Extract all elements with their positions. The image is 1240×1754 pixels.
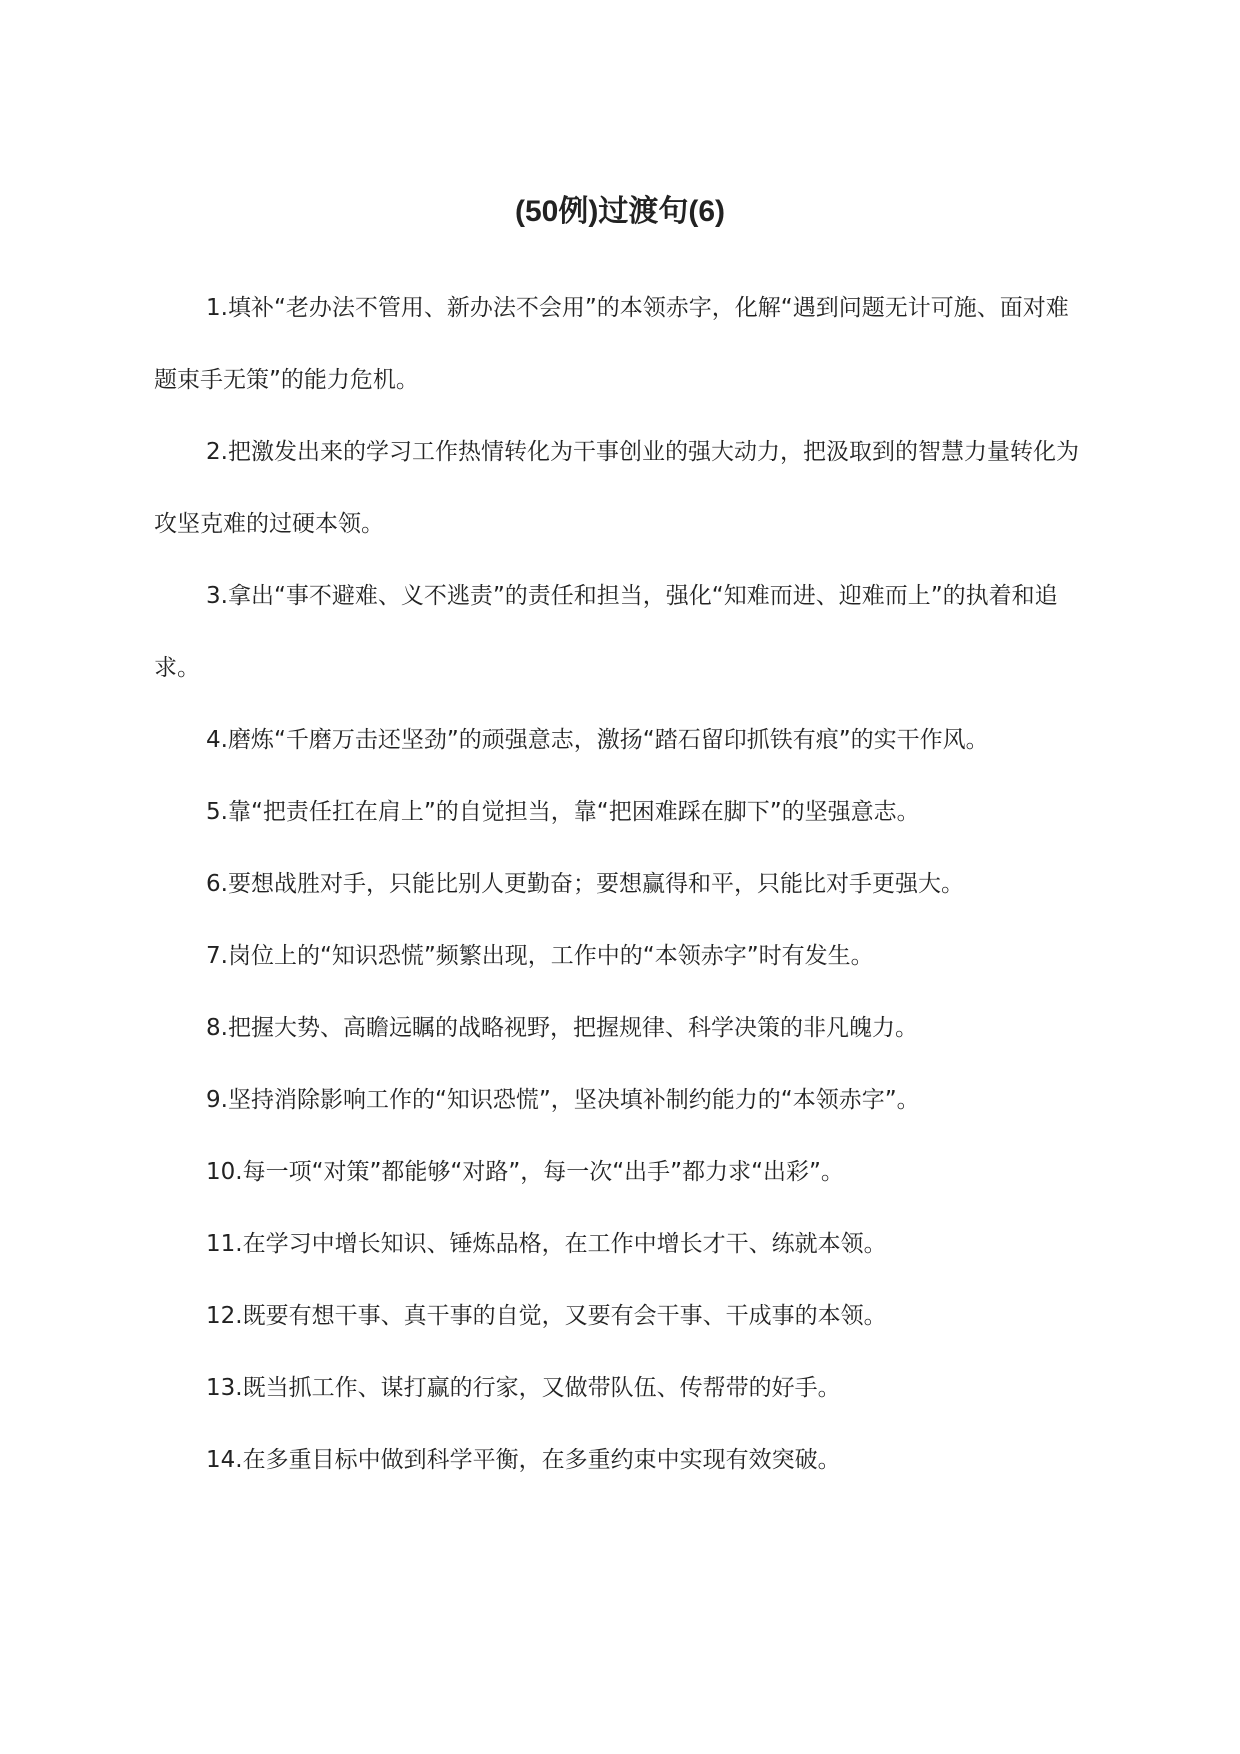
list-item: 4.磨炼“千磨万击还坚劲”的顽强意志，激扬“踏石留印抓铁有痕”的实干作风。: [206, 727, 989, 753]
list-item: 10.每一项“对策”都能够“对路”，每一次“出手”都力求“出彩”。: [206, 1159, 844, 1185]
list-item: 12.既要有想干事、真干事的自觉，又要有会干事、干成事的本领。: [206, 1303, 887, 1329]
list-item: 13.既当抓工作、谋打赢的行家，又做带队伍、传帮带的好手。: [206, 1375, 841, 1401]
list-item: 3.拿出“事不避难、义不逃责”的责任和担当，强化“知难而进、迎难而上”的执着和追求。: [154, 583, 1058, 681]
list-item: 7.岗位上的“知识恐慌”频繁出现，工作中的“本领赤字”时有发生。: [206, 943, 874, 969]
list-item: 6.要想战胜对手，只能比别人更勤奋；要想赢得和平，只能比对手更强大。: [206, 871, 964, 897]
list-item: 8.把握大势、高瞻远瞩的战略视野，把握规律、科学决策的非凡魄力。: [206, 1015, 918, 1041]
page-title: (50例)过渡句(6): [514, 195, 725, 228]
list-item: 5.靠“把责任扛在肩上”的自觉担当，靠“把困难踩在脚下”的坚强意志。: [206, 799, 920, 825]
list-item: 14.在多重目标中做到科学平衡，在多重约束中实现有效突破。: [206, 1447, 841, 1473]
list-item: 11.在学习中增长知识、锤炼品格，在工作中增长才干、练就本领。: [206, 1231, 887, 1257]
list-item: 1.填补“老办法不管用、新办法不会用”的本领赤字，化解“遇到问题无计可施、面对难题束手无策”的能力危机。: [154, 295, 1069, 393]
list-item: 9.坚持消除影响工作的“知识恐慌”，坚决填补制约能力的“本领赤字”。: [206, 1087, 920, 1113]
transition-sentence-list: [154, 272, 1089, 1496]
list-item: 2.把激发出来的学习工作热情转化为干事创业的强大动力，把汲取到的智慧力量转化为攻坚克难的过硬本领。: [154, 439, 1079, 537]
